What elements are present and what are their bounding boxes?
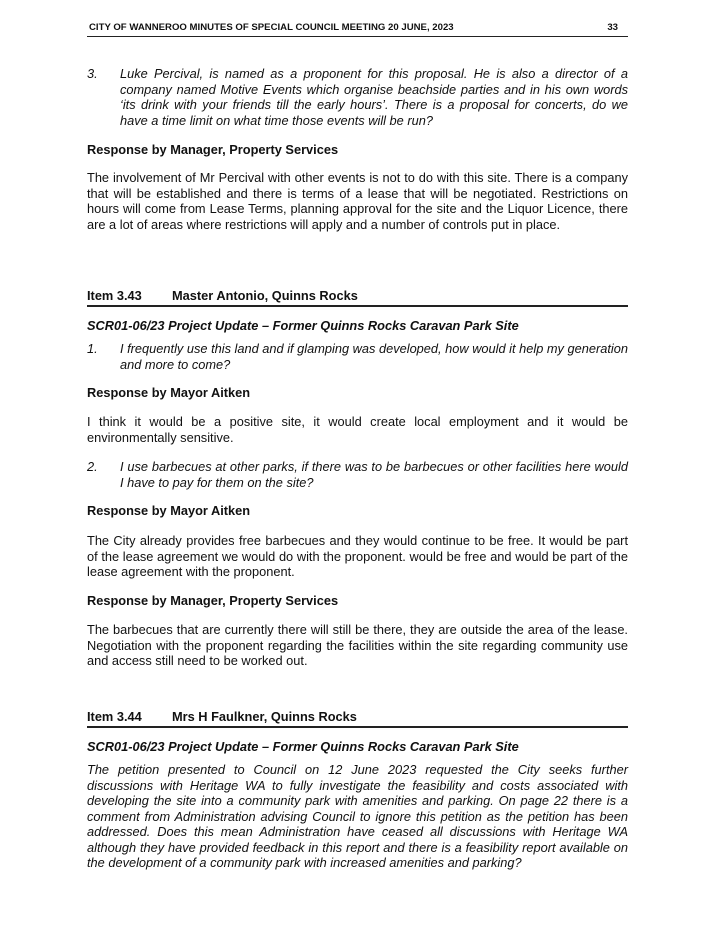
response-heading: Response by Manager, Property Services <box>87 142 339 157</box>
question-text: Luke Percival, is named as a proponent for this proposal. He is also a director of a company named Motive Events which organise beachside parties and in his own words ‘its drink with your friends till the early hours’. There is a proposal for concerts, do we have a time limit on what time those events will be run? <box>120 66 628 128</box>
page-header <box>87 22 628 37</box>
page-number: 33 <box>607 22 618 33</box>
question-3 <box>87 66 628 128</box>
header-title: CITY OF WANNEROO MINUTES OF SPECIAL COUNCIL MEETING 20 JUNE, 2023 <box>89 22 454 33</box>
response-text: The barbecues that are currently there will still be there, they are outside the area of the lease. Negotiation with the proponent regarding the facilities within the site regarding community use and access still need to be worked out. <box>87 622 628 668</box>
question-text: I frequently use this land and if glamping was developed, how would it help my generation and more to come? <box>120 341 628 372</box>
item-subject: SCR01-06/23 Project Update – Former Quinns Rocks Caravan Park Site <box>87 739 519 754</box>
item-3-43-heading <box>87 288 628 307</box>
question-number: 3. <box>87 66 98 81</box>
item-code: Item 3.44 <box>87 709 142 724</box>
item-subject: SCR01-06/23 Project Update – Former Quinns Rocks Caravan Park Site <box>87 318 519 333</box>
item-code: Item 3.43 <box>87 288 142 303</box>
question-number: 2. <box>87 459 98 474</box>
response-heading: Response by Mayor Aitken <box>87 503 251 518</box>
question-2 <box>87 459 628 490</box>
item-3-44-heading <box>87 709 628 728</box>
item-name: Master Antonio, Quinns Rocks <box>172 288 358 303</box>
response-text: I think it would be a positive site, it would create local employment and it would be environmentally sensitive. <box>87 414 628 445</box>
response-heading: Response by Manager, Property Services <box>87 593 339 608</box>
question-1 <box>87 341 628 372</box>
response-text: The involvement of Mr Percival with other events is not to do with this site. There is a company that will be established and there is terms of a lease that will be negotiated. Restrictions on hours will come from Lease Terms, planning approval for the site and the Liquor Licence, there are a lot of areas where restrictions will apply and a number of controls put in place. <box>87 170 628 232</box>
item-name: Mrs H Faulkner, Quinns Rocks <box>172 709 357 724</box>
question-text: I use barbecues at other parks, if there was to be barbecues or other facilities here would I have to pay for them on the site? <box>120 459 628 490</box>
response-heading: Response by Mayor Aitken <box>87 385 251 400</box>
question-text: The petition presented to Council on 12 June 2023 requested the City seeks further discussions with Heritage WA to fully investigate the feasibility and costs associated with developing the site into a community park with amenities and parking. On page 22 there is a comment from Administration advising Council to ignore this petition as the petition has been addressed. Does this mean Administration have ceased all discussions with Heritage WA although they have provided feedback in this report and there is a feasibility report available on the development of a community park with increased amenities and parking? <box>87 762 628 870</box>
response-text: The City already provides free barbecues and they would continue to be free. It would be part of the lease agreement we would do with the proponent. would be free and would be part of the lease agreement with the proponent. <box>87 533 628 579</box>
question-number: 1. <box>87 341 98 356</box>
